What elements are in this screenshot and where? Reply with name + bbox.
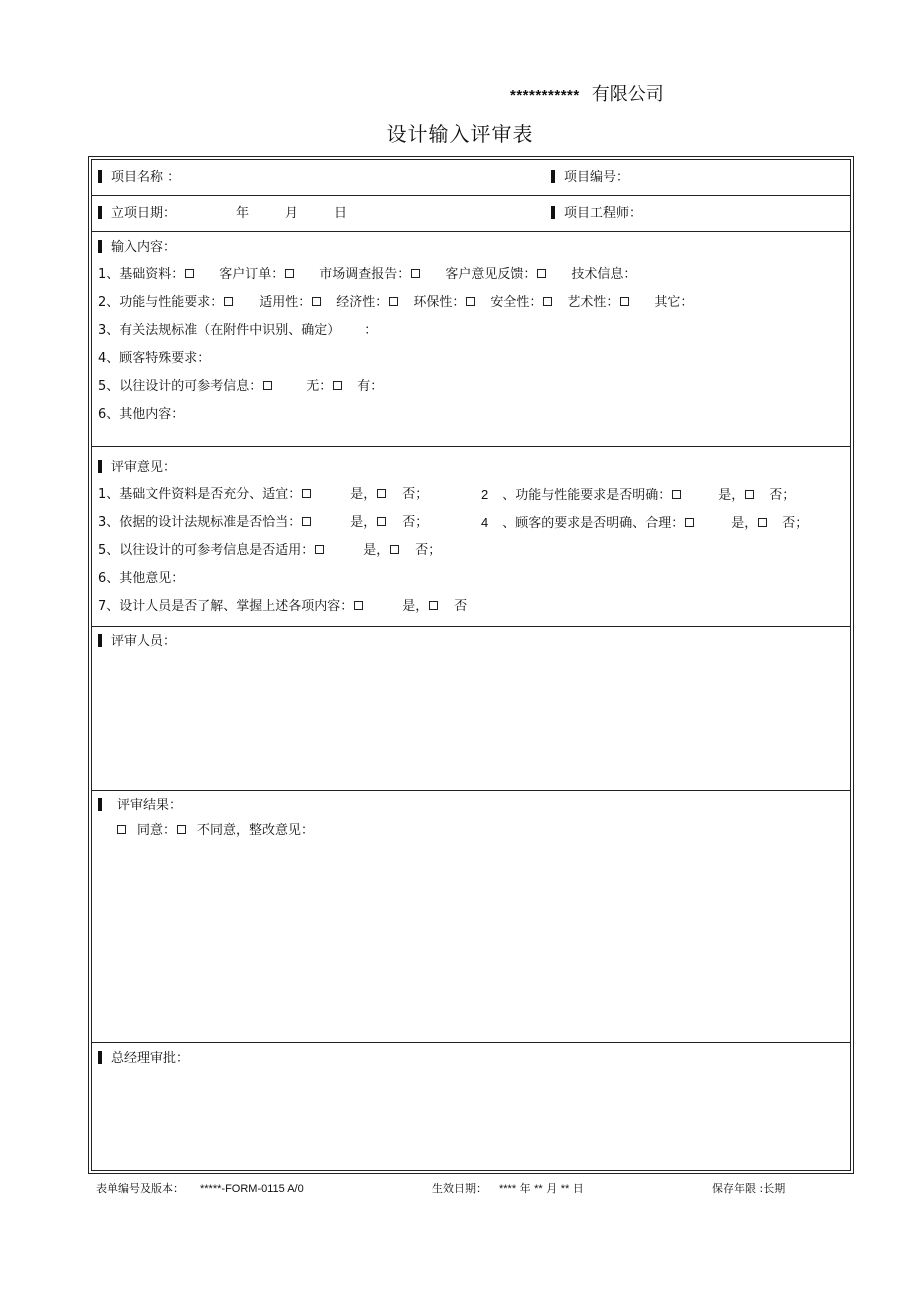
bullet-mark [551,206,555,219]
bullet-mark [98,240,102,253]
opinion-q5 [98,543,441,559]
form-code: *****-FORM-0115 A/0 [200,1183,304,1195]
opinion-q3 [98,515,428,531]
q5-yes-label: 是， [363,543,390,558]
q2-label: 、功能与性能要求是否明确： [502,488,672,503]
effective-date-label: 生效日期： [432,1182,487,1195]
q5-no-label: 否； [415,543,442,558]
bullet-mark [98,206,102,219]
q4-no-checkbox[interactable] [758,518,767,527]
approval-section[interactable] [92,1042,850,1170]
art-label: 艺术性： [567,295,620,310]
opinion-heading [98,460,176,476]
q4-yes-label: 是， [731,516,758,531]
q3-yes-label: 是， [350,515,377,530]
function-performance-label: 2、功能与性能要求： [98,295,224,310]
q4-label: 、顾客的要求是否明确、合理： [502,516,685,531]
q4-no-label: 否； [782,516,809,531]
applicability-checkbox[interactable] [312,297,321,306]
input-row-5 [98,379,383,395]
footer-retention: 保存年限 :长期 [712,1182,786,1195]
form-frame [88,156,854,1174]
q2-no-checkbox[interactable] [745,490,754,499]
input-row-6: 6、其他内容： [98,407,185,422]
opinion-q1 [98,487,428,503]
regulations-label: 3、有关法规标准（在附件中识别、确定） [98,323,341,338]
q4-checkbox[interactable] [685,518,694,527]
reference-info-label: 5、以往设计的可参考信息： [98,379,263,394]
input-row-1 [98,267,636,283]
economy-label: 经济性： [336,295,389,310]
q2-yes-label: 是， [718,488,745,503]
review-opinion-section [92,446,850,627]
bullet-mark [551,170,555,183]
footer-form-number [96,1180,304,1196]
opinion-heading-label: 评审意见： [111,460,177,475]
agree-checkbox[interactable] [117,825,126,834]
customer-order-checkbox[interactable] [285,269,294,278]
effective-month-unit: 月 [546,1182,558,1195]
project-number-label: 项目编号： [564,170,630,185]
input-row-3 [98,323,377,339]
disagree-checkbox[interactable] [177,825,186,834]
result-heading [98,798,182,814]
reviewers-heading [98,634,176,650]
project-engineer-label: 项目工程师： [564,206,643,221]
q1-label: 1、基础文件资料是否充分、适宜： [98,487,302,502]
approval-heading-label: 总经理审批： [111,1051,190,1066]
safety-label: 安全性： [490,295,543,310]
bullet-mark [98,634,102,647]
bullet-mark [98,170,102,183]
reference-info-checkbox[interactable] [263,381,272,390]
effective-year: **** [499,1183,517,1195]
q1-no-checkbox[interactable] [377,489,386,498]
environment-label: 环保性： [413,295,466,310]
q2-no-label: 否； [769,488,796,503]
effective-month: ** [534,1183,543,1195]
project-name-row [92,160,850,196]
reference-has-label: 有： [357,379,384,394]
input-content-section [92,231,850,447]
approval-heading [98,1051,189,1067]
reviewers-heading-label: 评审人员： [111,634,177,649]
q1-checkbox[interactable] [302,489,311,498]
market-report-checkbox[interactable] [411,269,420,278]
input-heading-label: 输入内容： [111,240,177,255]
q4-number: 4 [481,515,489,530]
q7-no-label: 否 [454,599,468,614]
agree-label: 同意： [137,823,177,838]
q3-no-checkbox[interactable] [377,517,386,526]
bullet-mark [98,1051,102,1064]
q7-no-checkbox[interactable] [429,601,438,610]
input-row-2 [98,295,693,311]
project-engineer-field[interactable] [551,206,642,222]
effective-year-unit: 年 [519,1182,531,1195]
q3-label: 3、依据的设计法规标准是否恰当： [98,515,302,530]
company-masked-name: *********** [510,87,580,104]
q5-no-checkbox[interactable] [390,545,399,554]
customer-feedback-label: 客户意见反馈： [445,267,537,282]
customer-feedback-checkbox[interactable] [537,269,546,278]
q1-no-label: 否； [402,487,429,502]
bullet-mark [98,798,102,811]
opinion-q2 [481,487,795,504]
function-performance-checkbox[interactable] [224,297,233,306]
date-day: 日 [334,206,348,221]
market-report-label: 市场调查报告： [319,267,411,282]
q2-checkbox[interactable] [672,490,681,499]
q7-yes-label: 是， [402,599,429,614]
project-date-row [92,195,850,232]
bullet-mark [98,460,102,473]
project-name-field[interactable] [98,170,180,186]
reference-none-label: 无： [306,379,333,394]
reference-none-checkbox[interactable] [333,381,342,390]
q7-label: 7、设计人员是否了解、掌握上述各项内容： [98,599,354,614]
result-heading-label: 评审结果： [117,798,183,813]
project-date-field[interactable] [98,206,176,222]
opinion-q4 [481,515,808,532]
applicability-label: 适用性： [259,295,312,310]
company-name [510,80,664,106]
project-number-field[interactable] [551,170,629,186]
q7-checkbox[interactable] [354,601,363,610]
form-title: 设计输入评审表 [386,122,534,146]
input-row-4: 4、顾客特殊要求： [98,351,211,366]
environment-checkbox[interactable] [466,297,475,306]
q3-no-label: 否； [402,515,429,530]
safety-checkbox[interactable] [543,297,552,306]
basic-data-checkbox[interactable] [185,269,194,278]
opinion-q6: 6、其他意见： [98,571,185,586]
reviewers-section[interactable] [92,626,850,791]
art-checkbox[interactable] [620,297,629,306]
technical-info-label: 技术信息： [571,267,637,282]
form-table [91,159,851,1171]
input-heading [98,240,176,256]
q5-label: 5、以往设计的可参考信息是否适用： [98,543,315,558]
q2-number: 2 [481,487,489,502]
project-date-label: 立项日期： [111,206,177,221]
footer-effective-date [432,1180,584,1196]
effective-day-unit: 日 [572,1182,584,1195]
q3-checkbox[interactable] [302,517,311,526]
basic-data-label: 1、基础资料： [98,267,185,282]
date-month: 月 [285,206,299,221]
q5-checkbox[interactable] [315,545,324,554]
date-year: 年 [236,206,250,221]
customer-order-label: 客户订单： [219,267,285,282]
effective-day: ** [560,1183,570,1195]
result-options [116,823,314,839]
economy-checkbox[interactable] [389,297,398,306]
other-label: 其它： [654,295,694,310]
regulations-colon: ： [364,323,378,338]
company-suffix: 有限公司 [591,84,664,105]
project-name-label: 项目名称 ： [111,170,181,185]
form-number-label: 表单编号及版本： [96,1182,184,1195]
q1-yes-label: 是， [350,487,377,502]
opinion-q7 [98,599,467,615]
disagree-label: 不同意，整改意见： [197,823,315,838]
review-result-section [92,790,850,1043]
